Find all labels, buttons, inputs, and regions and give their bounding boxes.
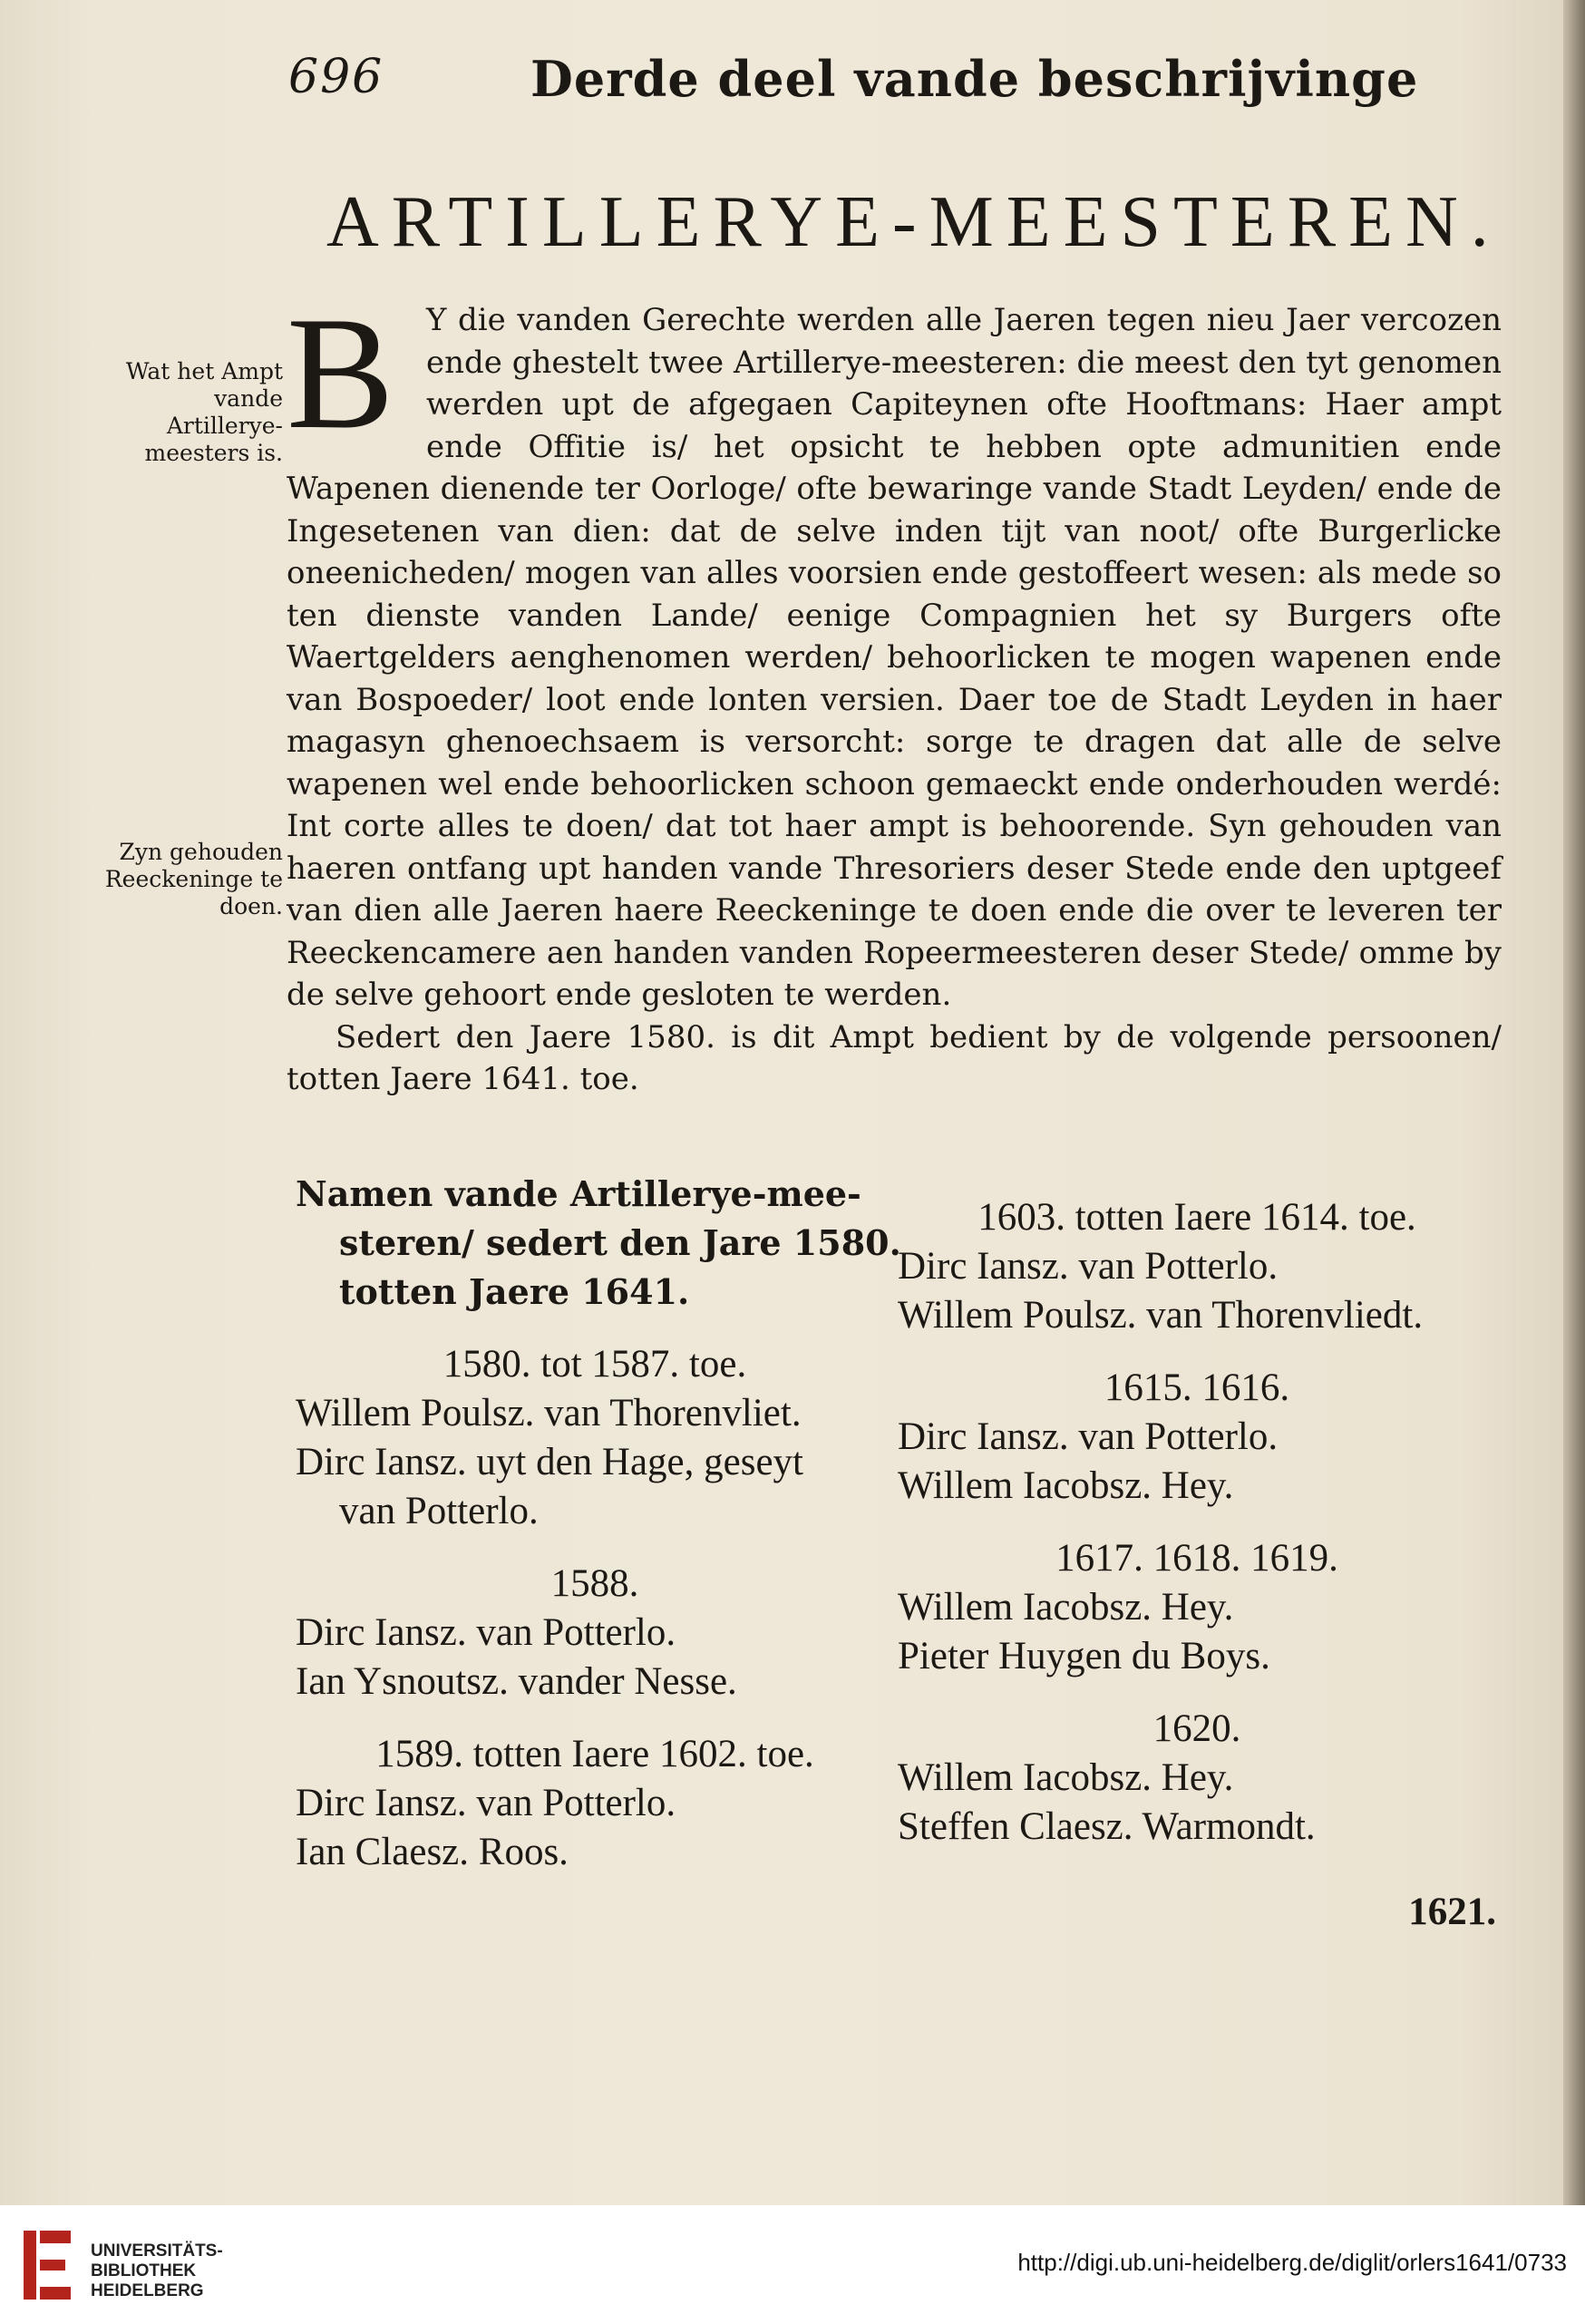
library-name-line-2: BIBLIOTHEK <box>91 2261 197 2280</box>
list-item: Dirc Iansz. van Potterlo. <box>898 1245 1279 1288</box>
list-item: Willem Poulsz. van Thorenvliet. <box>296 1392 802 1434</box>
footer-bar <box>0 2205 1585 2324</box>
list-item: Willem Iacobsz. Hey. <box>898 1586 1234 1629</box>
year-heading: 1589. totten Iaere 1602. toe. <box>375 1733 814 1775</box>
list-item: Dirc Iansz. van Potterlo. <box>296 1782 676 1824</box>
library-name-line-3: HEIDELBERG <box>91 2281 204 2300</box>
catchword: 1621. <box>1408 1891 1496 1933</box>
list-item: Willem Poulsz. van Thorenvliedt. <box>898 1294 1424 1337</box>
list-heading: totten Jaere 1641. <box>339 1271 690 1312</box>
year-heading: 1620. <box>1152 1707 1241 1750</box>
source-url-link[interactable]: http://digi.ub.uni-heidelberg.de/diglit/orlers1641/0733 <box>1017 2249 1567 2276</box>
year-heading: 1617. 1618. 1619. <box>1055 1537 1338 1580</box>
library-name-line-1: UNIVERSITÄTS- <box>91 2241 223 2261</box>
list-item: Pieter Huygen du Boys. <box>898 1635 1270 1677</box>
list-item: van Potterlo. <box>339 1490 539 1532</box>
running-head: Derde deel vande beschrijvinge <box>530 50 1419 108</box>
list-item: Dirc Iansz. uyt den Hage, geseyt <box>296 1441 803 1483</box>
list-item: Willem Iacobsz. Hey. <box>898 1756 1234 1799</box>
year-heading: 1615. 1616. <box>1104 1366 1290 1409</box>
body-paragraph-2: Sedert den Jaere 1580. is dit Ampt bedient by de volgende persoonen/ totten Jaere 1641. toe. <box>287 1018 1502 1097</box>
library-logo-icon <box>16 2225 78 2305</box>
list-item: Ian Ysnoutsz. vander Nesse. <box>296 1660 737 1703</box>
list-heading: steren/ sedert den Jare 1580. <box>339 1222 901 1263</box>
page-header <box>0 50 1585 113</box>
section-title: ARTILLERYE-MEESTEREN. <box>326 182 1502 262</box>
margin-note-ampt: Wat het Ampt vande Artillerye-meesters is. <box>125 358 283 466</box>
library-name <box>91 2241 223 2301</box>
list-item: Dirc Iansz. van Potterlo. <box>898 1415 1279 1458</box>
list-heading: Namen vande Artillerye-mee- <box>296 1173 861 1214</box>
list-item: Dirc Iansz. van Potterlo. <box>296 1611 676 1654</box>
list-item: Steffen Claesz. Warmondt. <box>898 1805 1316 1848</box>
year-heading: 1580. tot 1587. toe. <box>442 1343 747 1386</box>
page-gutter-shadow <box>1563 0 1585 2205</box>
margin-note-reeckeninge: Zyn gehouden Reeckeninge te doen. <box>104 839 283 919</box>
list-item: Willem Iacobsz. Hey. <box>898 1464 1234 1507</box>
year-heading: 1603. totten Iaere 1614. toe. <box>977 1196 1416 1239</box>
page-number: 696 <box>288 50 384 104</box>
drop-cap: B <box>287 283 394 462</box>
body-text <box>287 283 1502 1101</box>
left-column-list <box>296 1170 901 1877</box>
body-paragraph-1: Y die vanden Gerechte werden alle Jaeren tegen nieu Jaer vercozen ende ghestelt twee Artillerye-meesteren: die meest den tyt genomen werden upt de afgegaen Capiteynen ofte Hooftmans: Haer ampt ende Offitie is/ het opsicht te hebben opte admunitien ende Wapenen dienende ter Oorloge/ ofte bewaringe vande Stadt Leyden/ ende de Ingesetenen van dien: dat de selve inden tijt van noot/ ofte Burgerlicke oneenicheden/ mogen van alles voorsien ende gestoffeert wesen: als mede so ten dienste vanden Lande/ eenige Compagnien het sy Burgers ofte Waertgelders aenghenomen werden/ behoorlicken te mogen wapenen ende van Bospoeder/ loot ende lonten versien. Daer toe de Stadt Leyden in haer magasyn ghenoechsaem is versorcht: sorge te dragen dat alle de selve wapenen wel ende behoorlicken schoon gemaeckt ende onderhouden werdé: Int corte alles te doen/ dat tot haer ampt is behoorende. Syn gehouden van haeren ontfang upt handen vande Thresoriers deser Stede ende den uptgeef van dien alle Jaeren haere Reeckeninge te doen ende die over te leveren ter Reeckencamere aen handen vanden Ropeermeesteren deser Stede/ omme by de selve gehoort ende gesloten te werden. <box>287 302 1502 1013</box>
year-heading: 1588. <box>550 1562 639 1605</box>
list-item: Ian Claesz. Roos. <box>296 1831 569 1873</box>
right-column-list <box>898 1170 1496 1937</box>
